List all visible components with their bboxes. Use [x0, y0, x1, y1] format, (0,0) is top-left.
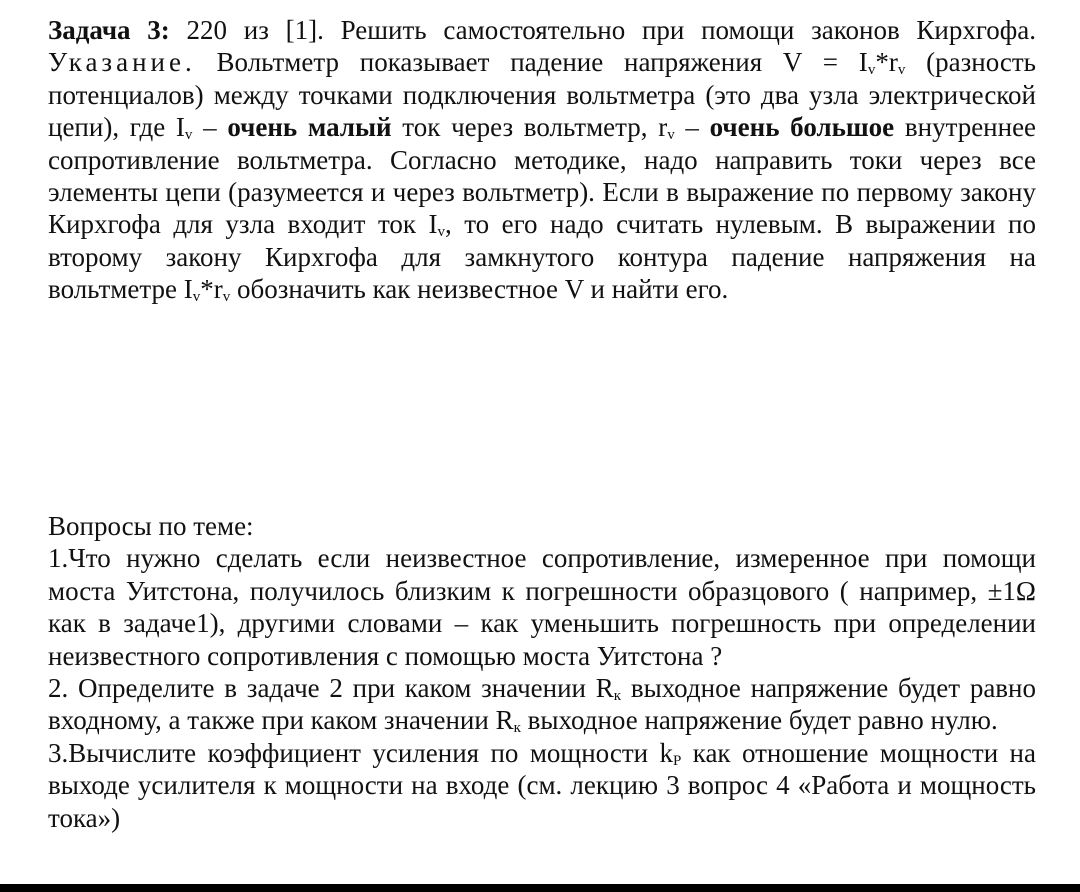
question-2-text-c: выходное напряжение будет равно нулю.: [520, 705, 998, 736]
task-text-5: ток через вольтметр, r: [391, 112, 668, 143]
question-2-text-b: выходное напряжение будет равно входному, а также при каком значении R: [48, 673, 1036, 736]
question-1: 1.Что нужно сделать если неизвестное сопротивление, измеренное при помощи моста Уитстона, получилось близким к погрешности образцового ( например, ±1Ω как в задаче1), другими словами – как уменьшить погрешность при определении неизвестного сопротивления с помощью моста Уитстона ?: [48, 543, 1036, 671]
hint-word: Указание.: [48, 47, 196, 78]
task-text-2: *r: [875, 47, 898, 78]
subscript-v: v: [184, 127, 193, 144]
subscript-v: v: [192, 289, 201, 306]
task-intro: 220 из [1]. Решить самостоятельно при помощи законов Кирхгофа.: [169, 15, 1037, 45]
task-label: Задача 3:: [48, 15, 170, 45]
subscript-v: v: [897, 62, 906, 79]
bold-very-large: очень большое: [709, 112, 895, 143]
document-page: [48, 14, 1037, 833]
questions-heading: Вопросы по теме:: [48, 511, 254, 541]
task-text-9: *r: [200, 274, 223, 305]
task-text-1: Вольтметр показывает падение напряжения V = I: [195, 47, 868, 78]
questions-section: [48, 510, 1036, 834]
question-2-text-a: 2. Определите в задаче 2 при каком значении R: [48, 673, 614, 704]
task-text-4: –: [192, 112, 228, 143]
question-3-text-a: 3.Вычислите коэффициент усиления по мощности k: [48, 737, 673, 768]
task-text-6: –: [674, 112, 710, 143]
subscript-v: v: [437, 224, 445, 241]
task-text-8: , то его надо считать нулевым. В выражении по второму закону Кирхгофа для замкнутого контура падение напряжения на вольтметре I: [48, 209, 1036, 305]
subscript-p: P: [672, 752, 682, 769]
task-paragraph: [48, 14, 1036, 306]
question-3: [48, 737, 1036, 834]
task-text-7: внутреннее сопротивление вольтметра. Согласно методике, надо направить токи через все элементы цепи (разумеется и через вольтметр). Если в выражение по первому закону Кирхгофа для узла входит ток I: [48, 112, 1037, 240]
subscript-v: v: [222, 289, 231, 306]
subscript-v: v: [667, 127, 675, 144]
subscript-k: к: [513, 720, 521, 737]
task-text-3: (разность потенциалов) между точками подключения вольтметра (это два узла электрической цепи), где I: [48, 47, 1036, 143]
task-text-10: обозначить как неизвестное V и найти его.: [230, 274, 729, 305]
bold-very-small: очень малый: [227, 112, 392, 143]
question-2: [48, 672, 1036, 737]
bottom-border: [0, 884, 1080, 892]
subscript-k: к: [613, 688, 622, 705]
question-3-text-b: как отношение мощности на выходе усилителя к мощности на входе (см. лекцию 3 вопрос 4 «Работа и мощность тока»): [48, 737, 1036, 833]
subscript-v: v: [867, 62, 876, 79]
